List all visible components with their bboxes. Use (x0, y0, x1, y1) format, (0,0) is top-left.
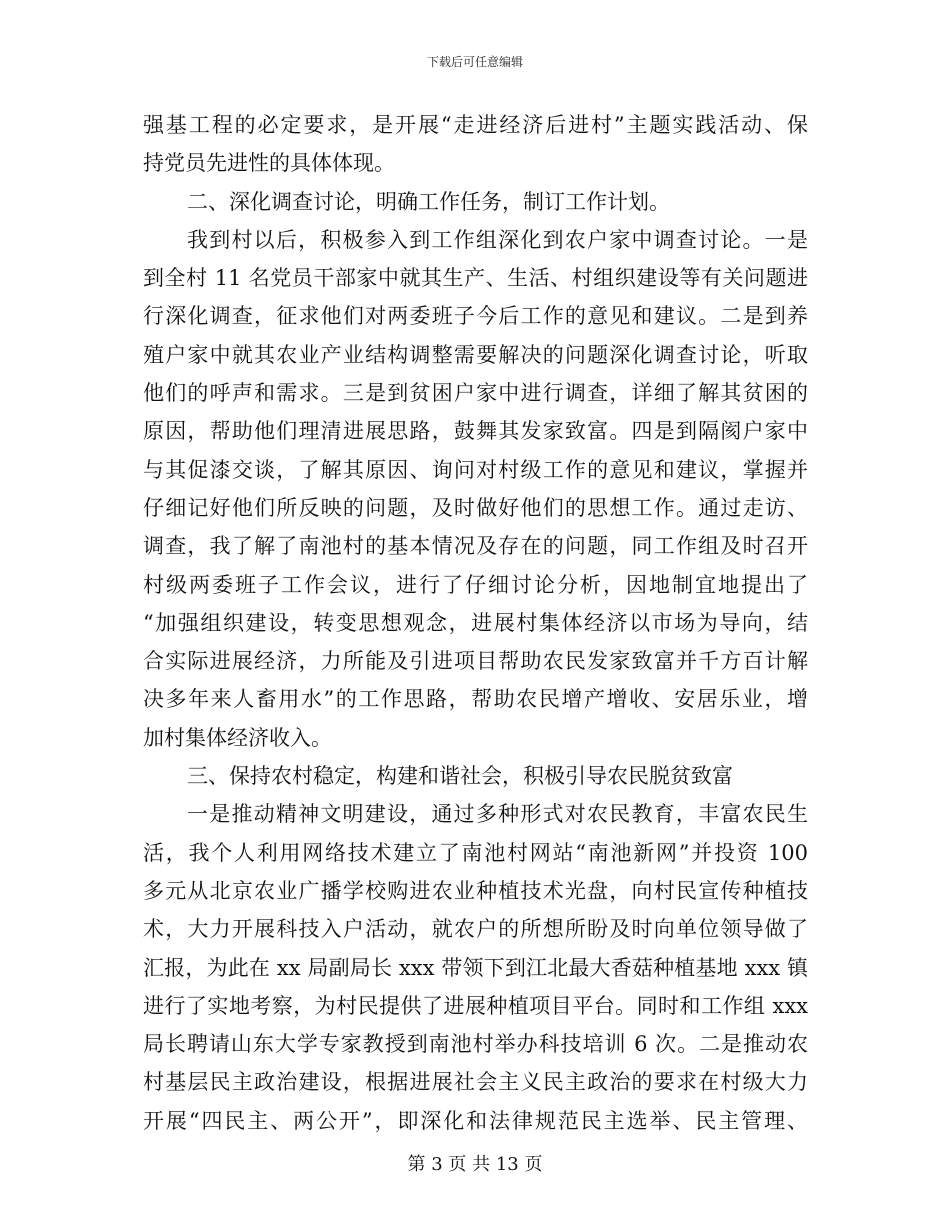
body-line: 持党员先进性的具体体现。 (143, 151, 395, 176)
body-line: 他们的呼声和需求。三是到贫困户家中进行调查，详细了解其贫困的 (143, 381, 808, 406)
body-line: 原因，帮助他们理清进展思路，鼓舞其发家致富。四是到隔阂户家中 (143, 419, 808, 444)
body-line: 与其促漆交谈，了解其原因、询问对村级工作的意见和建议，掌握并 (143, 457, 808, 482)
body-line: 调查，我了解了南池村的基本情况及存在的问题，同工作组及时召开 (143, 534, 808, 559)
body-line: 我到村以后，积极参入到工作组深化到农户家中调查讨论。一是 (187, 227, 808, 252)
body-line: 仔细记好他们所反映的问题，及时做好他们的思想工作。通过走访、 (143, 495, 808, 520)
body-line: 一是推动精神文明建设，通过多种形式对农民教育，丰富农民生 (187, 802, 808, 827)
body-line: “加强组织建设，转变思想观念，进展村集体经济以市场为导向，结 (143, 610, 808, 635)
body-line: 到全村 11 名党员干部家中就其生产、生活、村组织建设等有关问题进 (143, 266, 808, 291)
body-line: 开展“四民主、两公开”，即深化和法律规范民主选举、民主管理、 (143, 1108, 808, 1133)
section-heading: 三、保持农村稳定，构建和谐社会，积极引导农民脱贫致富 (187, 764, 733, 789)
body-line: 村基层民主政治建设，根据进展社会主义民主政治的要求在村级大力 (143, 1070, 808, 1095)
body-line: 多元从北京农业广播学校购进农业种植技术光盘，向村民宣传种植技 (143, 878, 808, 903)
body-line: 强基工程的必定要求，是开展“走进经济后进村”主题实践活动、保 (143, 113, 808, 137)
body-line: 汇报，为此在 xx 局副局长 xxx 带领下到江北最大香菇种植基地 xxx 镇 (143, 955, 808, 980)
body-line: 村级两委班子工作会议，进行了仔细讨论分析，因地制宜地提出了 (143, 572, 808, 597)
body-line: 决多年来人畜用水”的工作思路，帮助农民增产增收、安居乐业，增 (143, 687, 808, 712)
body-line: 术，大力开展科技入户活动，就农户的所想所盼及时向单位领导做了 (143, 917, 808, 942)
section-heading: 二、深化调查讨论，明确工作任务，制订工作计划。 (187, 189, 670, 214)
body-line: 殖户家中就其农业产业结构调整需要解决的问题深化调查讨论，听取 (143, 342, 808, 367)
body-line: 合实际进展经济，力所能及引进项目帮助农民发家致富并千方百计解 (143, 649, 808, 674)
page-number-footer: 第 3 页 共 13 页 (407, 1154, 543, 1175)
document-body (143, 106, 808, 1140)
page-header-note: 下载后可任意编辑 (426, 55, 523, 69)
body-line: 活，我个人利用网络技术建立了南池村网站“南池新网”并投资 100 (143, 840, 808, 865)
body-line: 局长聘请山东大学专家教授到南池村举办科技培训 6 次。二是推动农 (143, 1032, 808, 1057)
body-line: 行深化调查，征求他们对两委班子今后工作的意见和建议。二是到养 (143, 304, 808, 329)
body-line: 进行了实地考察，为村民提供了进展种植项目平台。同时和工作组 xxx (143, 993, 808, 1018)
body-line: 加村集体经济收入。 (143, 725, 332, 750)
